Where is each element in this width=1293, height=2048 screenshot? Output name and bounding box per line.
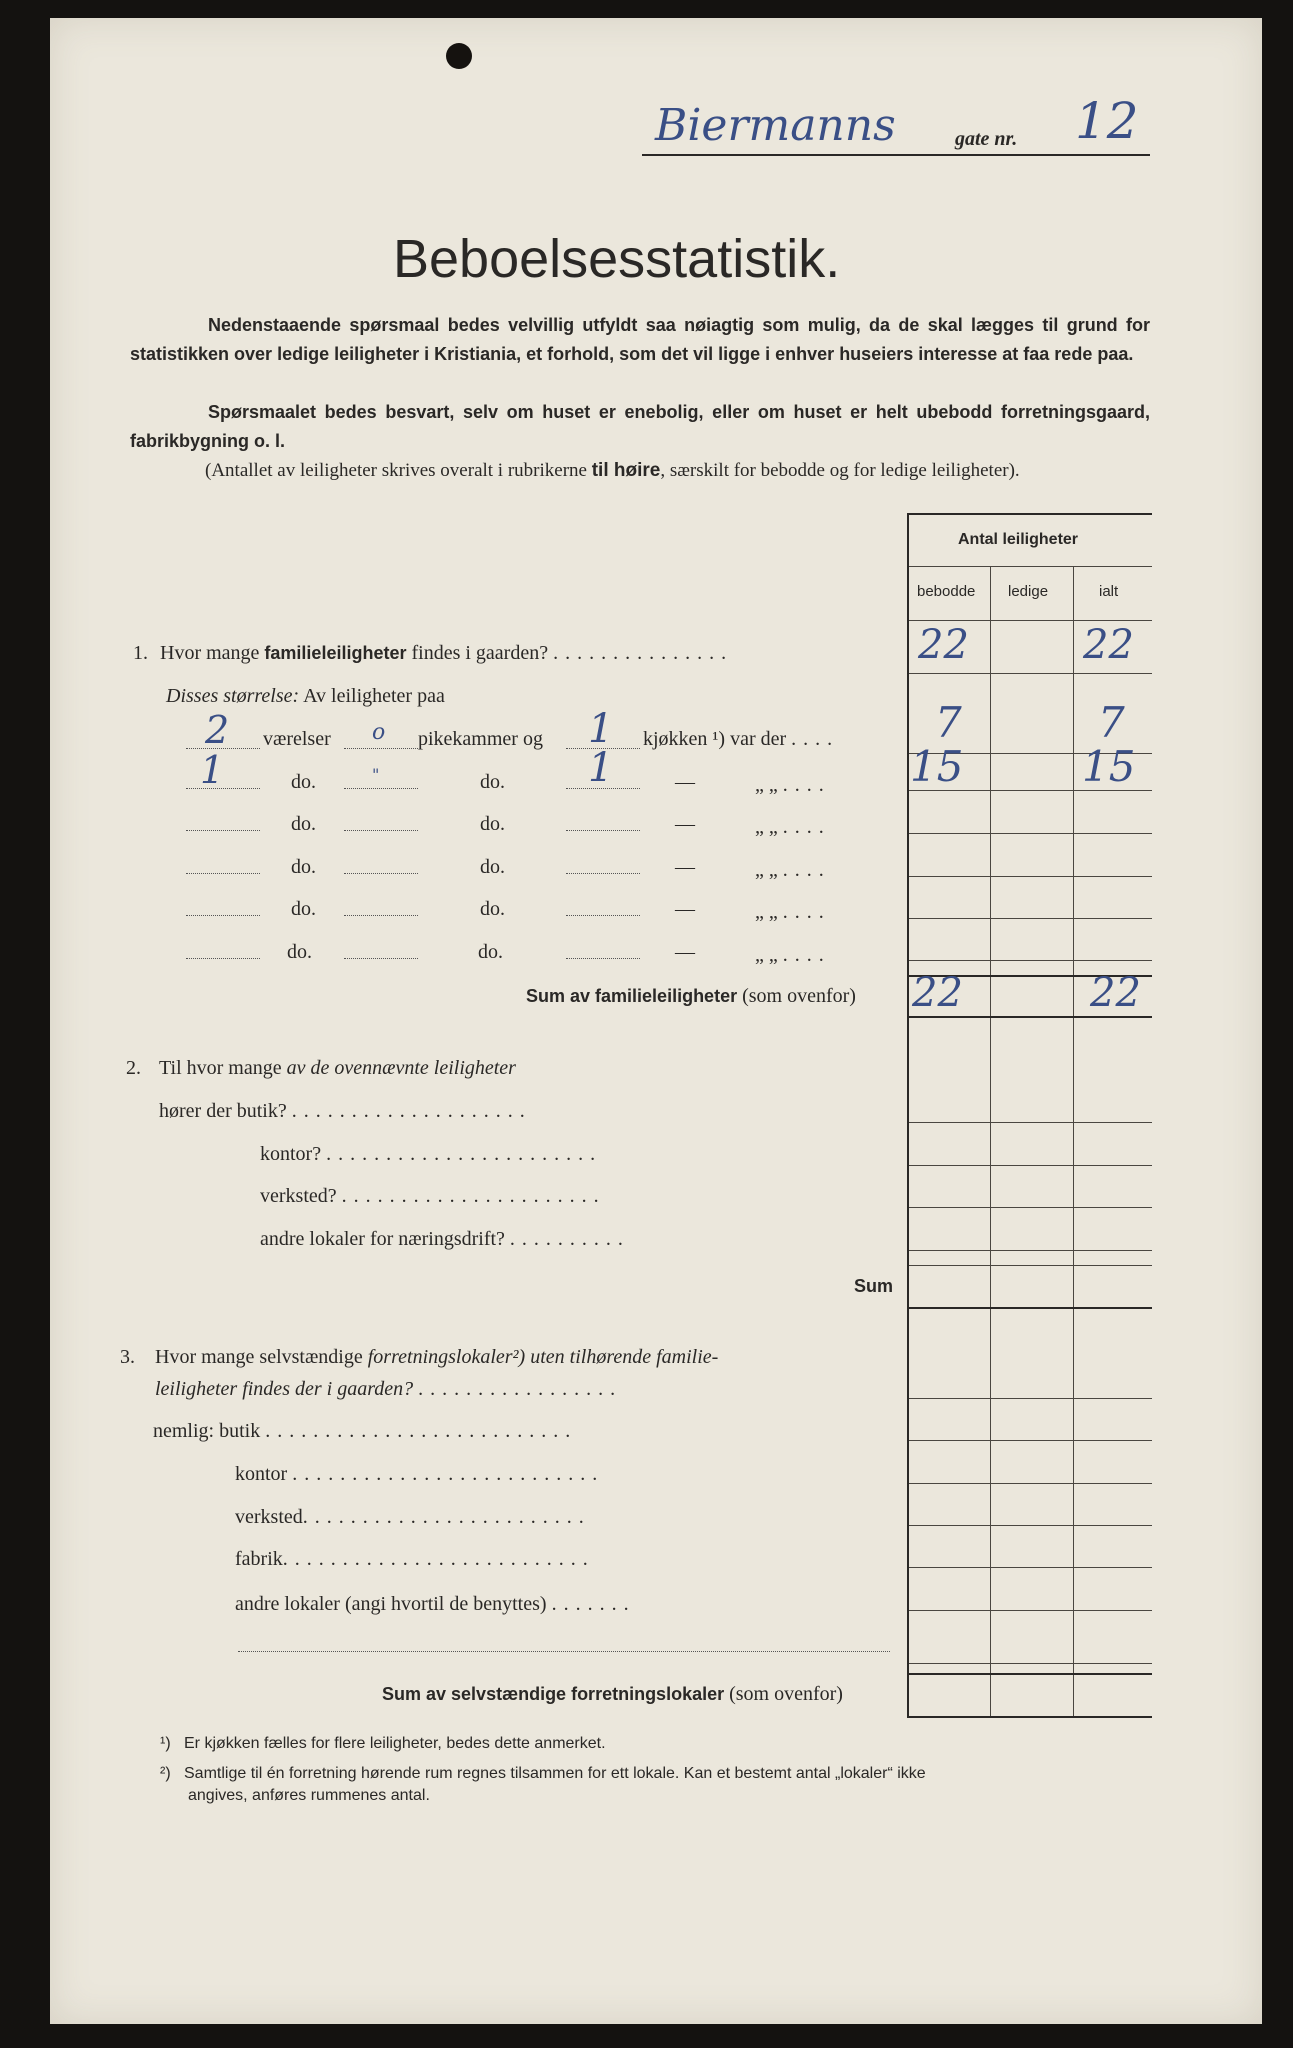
row-rule — [909, 1265, 1152, 1266]
row5-k-line — [566, 915, 640, 916]
q1-text: Hvor mange familieleiligheter findes i gaarden? ............... — [160, 642, 734, 664]
row1-pikekammer-label: pikekammer og — [418, 728, 543, 750]
row4-p-line — [344, 873, 418, 874]
row2-bebodde: 15 — [910, 742, 964, 791]
street-name: Biermanns — [655, 100, 896, 151]
row2-v-line — [186, 788, 260, 789]
table-left-rule — [907, 513, 909, 1718]
row-rule — [909, 876, 1152, 877]
col-ledige: ledige — [1008, 583, 1049, 600]
row6-p-line — [344, 958, 418, 959]
row-rule — [909, 1610, 1152, 1611]
row-rule — [909, 1165, 1152, 1166]
row2-p-line — [344, 788, 418, 789]
table-header-rule — [909, 566, 1152, 567]
street-number: 12 — [1075, 92, 1139, 150]
row1-ialt: 7 — [1098, 698, 1125, 747]
q1-size-label: Disses størrelse: Av leiligheter paa — [166, 685, 445, 707]
intro-paragraph-3: (Antallet av leiligheter skrives overalt i rubrikerne til høire, særskilt for bebodde og for ledige leiligheter). — [205, 460, 1020, 481]
row6-do2: do. — [478, 941, 503, 963]
row3-p-line — [344, 830, 418, 831]
row-rule — [909, 1440, 1152, 1441]
q2-number: 2. — [126, 1057, 141, 1079]
row1-pikekammer: o — [372, 720, 386, 745]
row3-dash: — — [675, 813, 695, 835]
row4-v-line — [186, 873, 260, 874]
row2-do1: do. — [291, 771, 316, 793]
q3-number: 3. — [120, 1346, 135, 1368]
row3-do2: do. — [480, 813, 505, 835]
row5-dash: — — [675, 898, 695, 920]
row5-quote: „ „ .... — [755, 901, 831, 923]
row2-do2: do. — [480, 771, 505, 793]
row-rule — [909, 1398, 1152, 1399]
header-underline — [642, 154, 1150, 156]
row1-kjokken: 1 — [588, 706, 614, 752]
row1-bebodde: 7 — [935, 698, 962, 747]
row-rule — [909, 1483, 1152, 1484]
row1-kjokken-label: kjøkken ¹) var der .... — [643, 728, 840, 750]
q2-sum-rule — [909, 1307, 1152, 1309]
q3-andre: andre lokaler (angi hvortil de benyttes) ....... — [235, 1593, 636, 1615]
q1-sum-bebodde: 22 — [912, 970, 963, 1016]
row-rule — [909, 1207, 1152, 1208]
row1-vaerelser-label: værelser — [263, 728, 331, 750]
footnote-2-cont: angives, anføres rummenes antal. — [188, 1787, 430, 1804]
row6-v-line — [186, 958, 260, 959]
q3-text-line1: Hvor mange selvstændige forretningslokaler²) uten tilhørende familie- — [155, 1346, 719, 1368]
row3-quote: „ „ .... — [755, 816, 831, 838]
row2-quote: „ „ .... — [755, 774, 831, 796]
row5-v-line — [186, 915, 260, 916]
row5-do2: do. — [480, 898, 505, 920]
row4-k-line — [566, 873, 640, 874]
row4-dash: — — [675, 856, 695, 878]
col-divider-2 — [1073, 566, 1074, 1718]
col-bebodde: bebodde — [917, 583, 976, 600]
row2-vaerelser: 1 — [200, 748, 225, 792]
row-rule — [909, 1567, 1152, 1568]
q3-fabrik: fabrik.......................... — [235, 1548, 595, 1570]
row2-kjokken: 1 — [588, 745, 614, 791]
q1-bebodde: 22 — [918, 622, 969, 668]
table-top-rule — [908, 513, 1152, 515]
q3-kontor: kontor .......................... — [235, 1463, 605, 1485]
row5-p-line — [344, 915, 418, 916]
table-col-header-rule — [909, 620, 1152, 621]
intro-paragraph-1: Nedenstaaende spørsmaal bedes velvillig utfyldt saa nøiagtig som mulig, da de skal lægges til grund for statistikken over ledige leiligheter i Kristiania, et forhold, som det vil ligge i enhver huseiers interesse at faa rede paa. — [130, 315, 1150, 364]
row6-dash: — — [675, 941, 695, 963]
q2-kontor: kontor? ....................... — [260, 1143, 603, 1165]
q1-ialt: 22 — [1083, 622, 1134, 668]
row3-v-line — [186, 830, 260, 831]
row1-vaerelser: 2 — [205, 708, 230, 752]
row4-quote: „ „ .... — [755, 859, 831, 881]
row4-do2: do. — [480, 856, 505, 878]
row2-ialt: 15 — [1082, 742, 1136, 791]
row-rule — [909, 1525, 1152, 1526]
sum-bottom-rule — [909, 1016, 1152, 1018]
gate-label: gate nr. — [955, 128, 1018, 150]
q3-text-line2: leiligheter findes der i gaarden? ................. — [155, 1378, 623, 1400]
q2-butik: hører der butik? .................... — [159, 1100, 532, 1122]
row-rule — [909, 1250, 1152, 1251]
row1-v-line — [186, 748, 260, 749]
row5-do1: do. — [291, 898, 316, 920]
row6-do1: do. — [287, 941, 312, 963]
row-rule — [909, 918, 1152, 919]
row2-k-line — [566, 788, 640, 789]
col-divider-1 — [990, 566, 991, 1718]
row3-do1: do. — [291, 813, 316, 835]
row-rule — [909, 673, 1152, 674]
q2-andre: andre lokaler for næringsdrift? .......... — [260, 1228, 630, 1250]
q2-text: Til hvor mange av de ovennævnte leiligheter — [159, 1057, 516, 1079]
footnote-2: ²) Samtlige til én forretning hørende rum regnes tilsammen for ett lokale. Kan et bestemt antal „lokaler“ ikke — [160, 1765, 926, 1782]
q3-sum-rule — [909, 1673, 1152, 1675]
col-ialt: ialt — [1099, 583, 1119, 600]
table-bottom-rule — [907, 1716, 1152, 1718]
q1-number: 1. — [133, 642, 148, 664]
row-rule — [909, 1122, 1152, 1123]
row-rule — [909, 833, 1152, 834]
row-rule — [909, 960, 1152, 961]
q3-andre-line — [238, 1651, 890, 1652]
q2-sum: Sum — [854, 1276, 894, 1296]
punch-hole — [446, 43, 472, 69]
q1-sum-ialt: 22 — [1090, 970, 1141, 1016]
row1-k-line — [566, 748, 640, 749]
row2-dash: — — [675, 771, 695, 793]
row6-k-line — [566, 958, 640, 959]
intro-paragraph-2: Spørsmaalet bedes besvart, selv om huset er enebolig, eller om huset er helt ubebodd forretningsgaard, fabrikbygning o. l. — [130, 402, 1150, 451]
table-title: Antal leiligheter — [958, 531, 1079, 548]
q3-verksted: verksted........................ — [235, 1506, 591, 1528]
footnote-1: ¹) Er kjøkken fælles for flere leiligheter, bedes dette anmerket. — [160, 1735, 606, 1752]
row3-k-line — [566, 830, 640, 831]
q3-butik: nemlig: butik .......................... — [153, 1420, 578, 1442]
row1-p-line — [344, 748, 418, 749]
row2-pikekammer: " — [372, 765, 380, 784]
q2-verksted: verksted? ...................... — [260, 1185, 606, 1207]
row-rule — [909, 1663, 1152, 1664]
page-title: Beboelsesstatistik. — [393, 229, 841, 289]
row6-quote: „ „ .... — [755, 944, 831, 966]
q3-sum-label: Sum av selvstændige forretningslokaler (som ovenfor) — [382, 1683, 843, 1705]
q1-sum-label: Sum av familieleiligheter (som ovenfor) — [526, 985, 856, 1007]
row4-do1: do. — [291, 856, 316, 878]
